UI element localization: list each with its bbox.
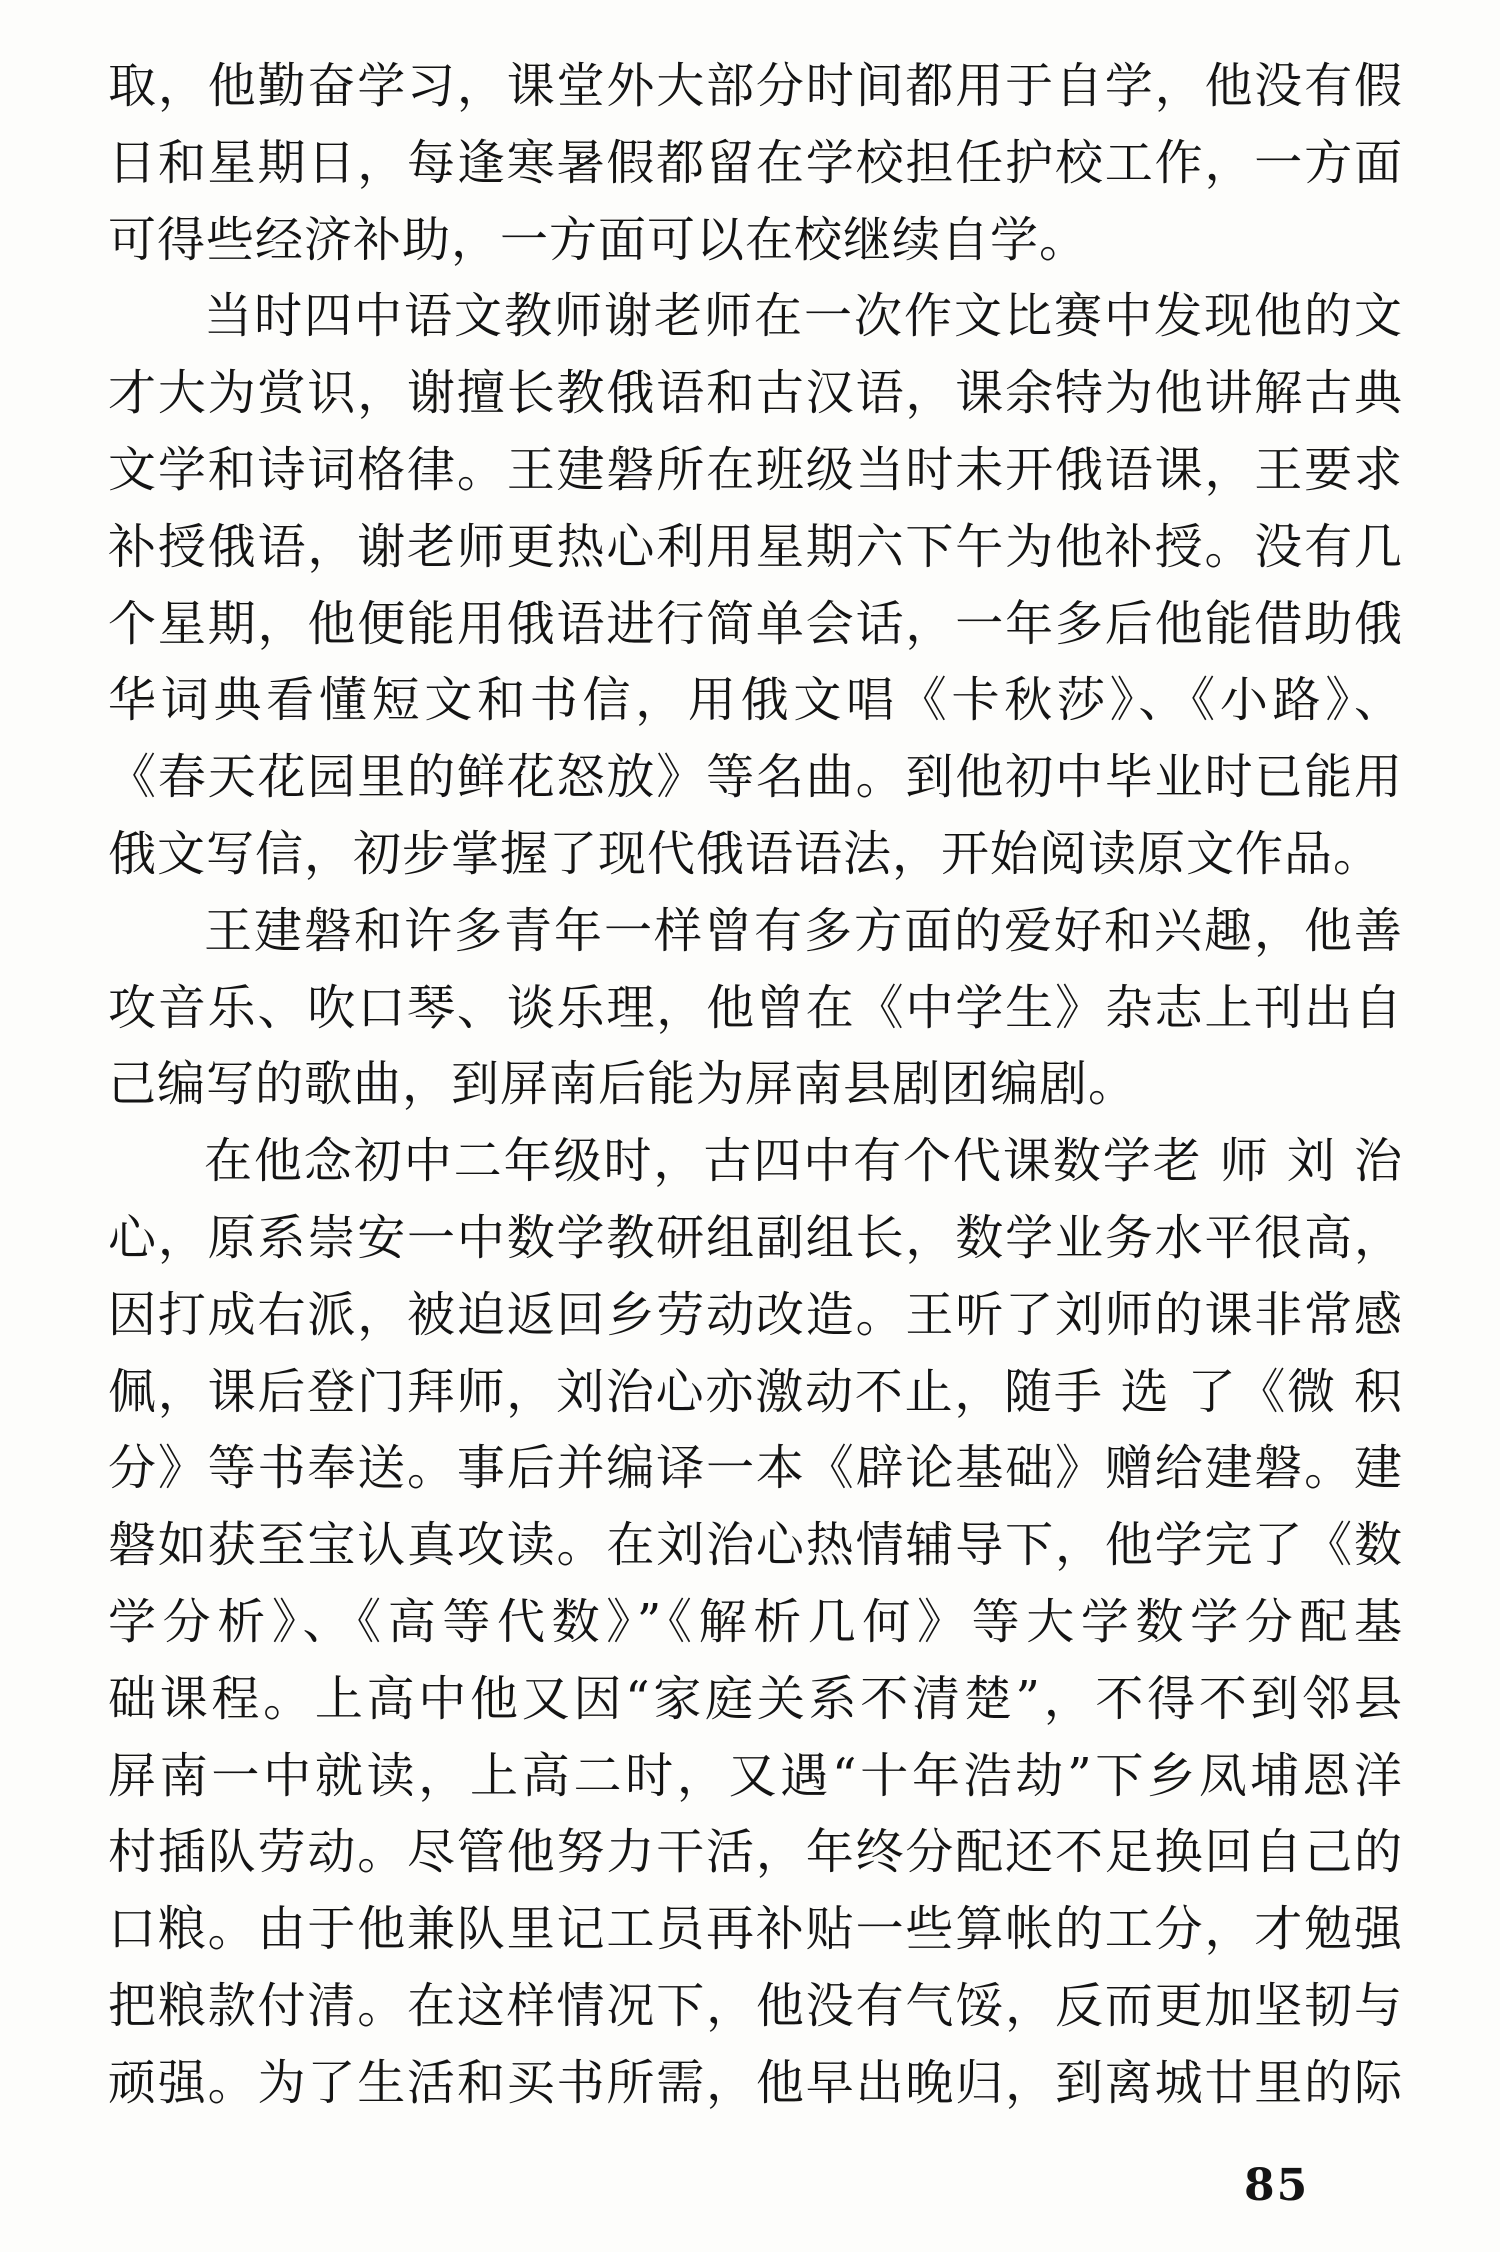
text-line: 个星期，他便能用俄语进行简单会话，一年多后他能借助俄 [108, 595, 1403, 652]
text-line: 己编写的歌曲，到屏南后能为屏南县剧团编剧。 [108, 1056, 1138, 1113]
text-line: 把粮款付清。在这样情况下，他没有气馁，反而更加坚韧与 [108, 1977, 1403, 2034]
text-line: 心，原系崇安一中数学教研组副组长，数学业务水平很高， [108, 1209, 1403, 1266]
text-line: 可得些经济补助，一方面可以在校继续自学。 [108, 211, 1089, 268]
text-line: 口粮。由于他兼队里记工员再补贴一些算帐的工分，才勉强 [108, 1901, 1403, 1958]
text-line: 佩，课后登门拜师，刘治心亦激动不止，随手 选 了《微 积 [108, 1363, 1403, 1420]
text-line: 文学和诗词格律。王建磐所在班级当时未开俄语课，王要求 [108, 441, 1403, 498]
text-line: 础课程。上高中他又因“家庭关系不清楚”，不得不到邻县 [108, 1670, 1403, 1727]
text-line: 攻音乐、吹口琴、谈乐理，他曾在《中学生》杂志上刊出自 [108, 979, 1403, 1036]
text-line: 《春天花园里的鲜花怒放》等名曲。到他初中毕业时已能用 [108, 749, 1403, 806]
page-number: 85 [1244, 2160, 1310, 2211]
body-text [108, 48, 1403, 2122]
text-line: 学分析》、《高等代数》”《解析几何》等大学数学分配基 [108, 1593, 1403, 1650]
text-line: 俄文写信，初步掌握了现代俄语语法，开始阅读原文作品。 [108, 825, 1383, 882]
text-line: 因打成右派，被迫返回乡劳动改造。王听了刘师的课非常感 [108, 1286, 1403, 1343]
text-line: 华词典看懂短文和书信，用俄文唱《卡秋莎》、《小路》、 [108, 672, 1403, 729]
text-line: 才大为赏识，谢擅长教俄语和古汉语，课余特为他讲解古典 [108, 365, 1403, 422]
text-line: 取，他勤奋学习，课堂外大部分时间都用于自学，他没有假 [108, 58, 1403, 114]
text-line: 在他念初中二年级时，古四中有个代课数学老 师 刘 治 [204, 1133, 1403, 1190]
text-line: 日和星期日，每逢寒暑假都留在学校担任护校工作，一方面 [108, 134, 1403, 191]
text-line: 分》等书奉送。事后并编译一本《辟论基础》赠给建磐。建 [108, 1440, 1403, 1497]
text-line: 磐如获至宝认真攻读。在刘治心热情辅导下，他学完了《数 [108, 1517, 1403, 1574]
text-line: 屏南一中就读，上高二时，又遇“十年浩劫”下乡凤埔恩洋 [108, 1747, 1403, 1804]
text-line: 顽强。为了生活和买书所需，他早出晚归，到离城廿里的际 [108, 2054, 1403, 2111]
text-line: 王建磐和许多青年一样曾有多方面的爱好和兴趣，他善 [204, 902, 1403, 959]
text-line: 当时四中语文教师谢老师在一次作文比赛中发现他的文 [204, 288, 1403, 345]
text-line: 补授俄语，谢老师更热心利用星期六下午为他补授。没有几 [108, 518, 1403, 575]
text-line: 村插队劳动。尽管他努力干活，年终分配还不足换回自己的 [108, 1824, 1403, 1881]
